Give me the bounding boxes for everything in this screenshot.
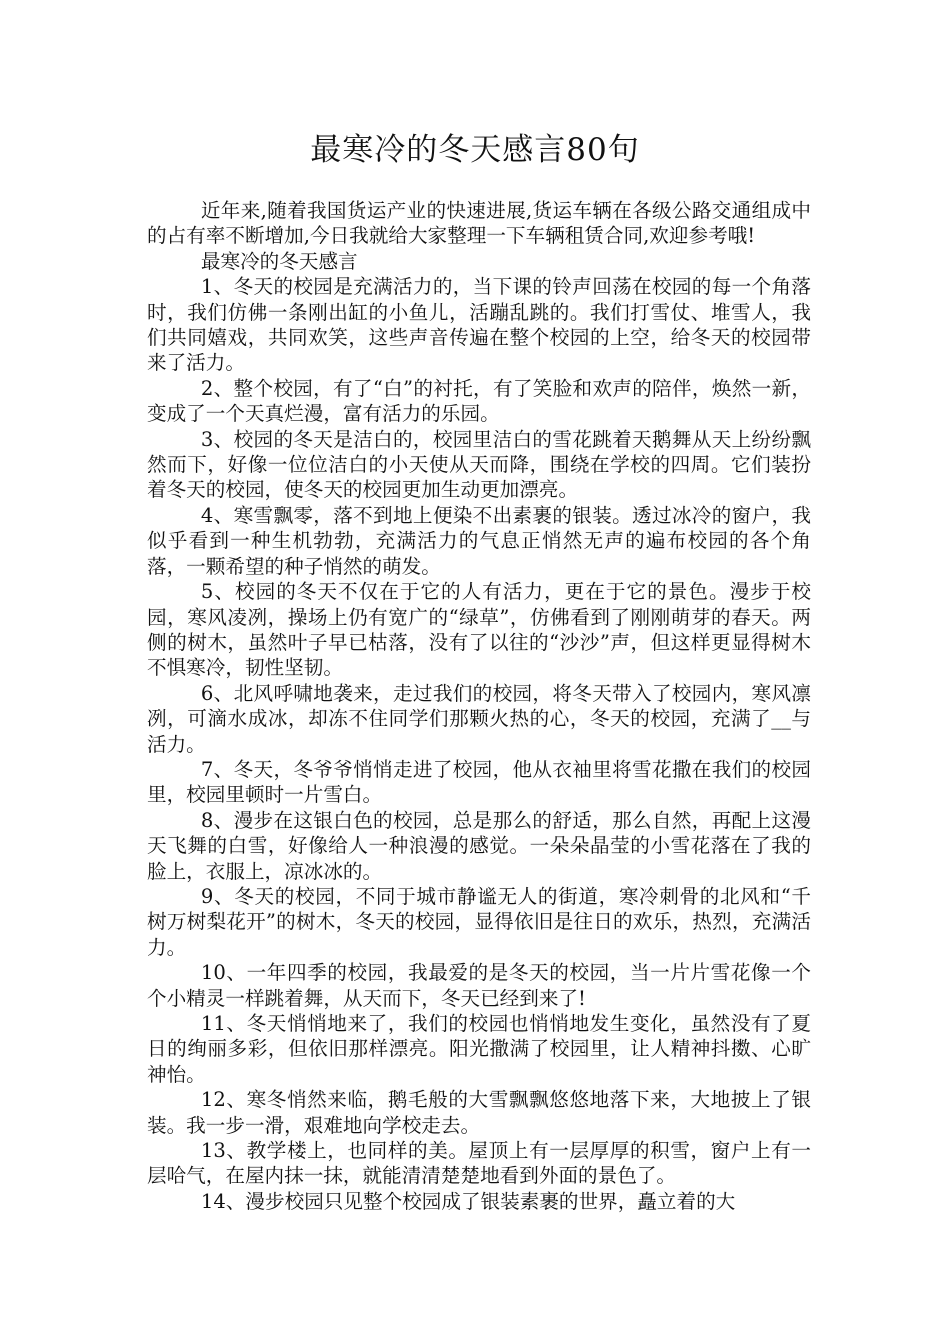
quote-paragraph-7: 7、冬天，冬爷爷悄悄走进了校园，他从衣袖里将雪花撒在我们的校园里，校园里顿时一片雪白。 [147, 757, 811, 807]
quote-paragraph-2: 2、整个校园，有了“白”的衬托，有了笑脸和欢声的陪伴，焕然一新，变成了一个天真烂漫，富有活力的乐园。 [147, 376, 811, 426]
quote-paragraph-5: 5、校园的冬天不仅在于它的人有活力，更在于它的景色。漫步于校园，寒风凌冽，操场上仍有宽广的“绿草”，仿佛看到了刚刚萌芽的春天。两侧的树木，虽然叶子早已枯落，没有了以往的“沙沙”声，但这样更显得树木不惧寒冷，韧性坚韧。 [147, 580, 811, 680]
quote-paragraph-12: 12、寒冬悄然来临，鹅毛般的大雪飘飘悠悠地落下来，大地披上了银装。我一步一滑，艰难地向学校走去。 [147, 1088, 811, 1137]
quote-paragraph-6: 6、北风呼啸地袭来，走过我们的校园，将冬天带入了校园内，寒风凛冽，可滴水成冰，却冻不住同学们那颗火热的心，冬天的校园，充满了__与活力。 [147, 681, 811, 756]
quote-paragraph-1: 1、冬天的校园是充满活力的，当下课的铃声回荡在校园的每一个角落时，我们仿佛一条刚出缸的小鱼儿，活蹦乱跳的。我们打雪仗、堆雪人，我们共同嬉戏，共同欢笑，这些声音传遍在整个校园的上空，给冬天的校园带来了活力。 [147, 275, 811, 375]
quote-paragraph-3: 3、校园的冬天是洁白的，校园里洁白的雪花跳着天鹅舞从天上纷纷飘然而下，好像一位位洁白的小天使从天而降，围绕在学校的四周。它们装扮着冬天的校园，使冬天的校园更加生动更加漂亮。 [147, 427, 811, 502]
section-heading: 最寒冷的冬天感言 [200, 249, 358, 273]
intro-paragraph: 近年来,随着我国货运产业的快速进展,货运车辆在各级公路交通组成中的占有率不断增加,今日我就给大家整理一下车辆租赁合同,欢迎参考哦! [147, 199, 811, 248]
quote-paragraph-11: 11、冬天悄悄地来了，我们的校园也悄悄地发生变化，虽然没有了夏日的绚丽多彩，但依旧那样漂亮。阳光撒满了校园里，让人精神抖擞、心旷神怡。 [147, 1012, 811, 1086]
document-body [147, 198, 811, 1214]
quote-paragraph-14: 14、漫步校园只见整个校园成了银装素裹的世界，矗立着的大 [200, 1189, 736, 1213]
quote-paragraph-10: 10、一年四季的校园，我最爱的是冬天的校园，当一片片雪花像一个个小精灵一样跳着舞，从天而下，冬天已经到来了! [147, 961, 811, 1010]
document-title: 最寒冷的冬天感言80句 [310, 132, 640, 168]
quote-paragraph-13: 13、教学楼上，也同样的美。屋顶上有一层厚厚的积雪，窗户上有一层哈气，在屋内抹一抹，就能清清楚楚地看到外面的景色了。 [147, 1139, 811, 1188]
quote-paragraph-9: 9、冬天的校园，不同于城市静谧无人的街道，寒冷刺骨的北风和“千树万树梨花开”的树木，冬天的校园，显得依旧是往日的欢乐，热烈，充满活力。 [147, 884, 811, 959]
quote-paragraph-4: 4、寒雪飘零，落不到地上便染不出素裹的银装。透过冰冷的窗户，我似乎看到一种生机勃勃，充满活力的气息正悄然无声的遍布校园的各个角落，一颗希望的种子悄然的萌发。 [147, 503, 811, 578]
quote-paragraph-8: 8、漫步在这银白色的校园，总是那么的舒适，那么自然，再配上这漫天飞舞的白雪，好像给人一种浪漫的感觉。一朵朵晶莹的小雪花落在了我的脸上，衣服上，凉冰冰的。 [147, 808, 811, 883]
